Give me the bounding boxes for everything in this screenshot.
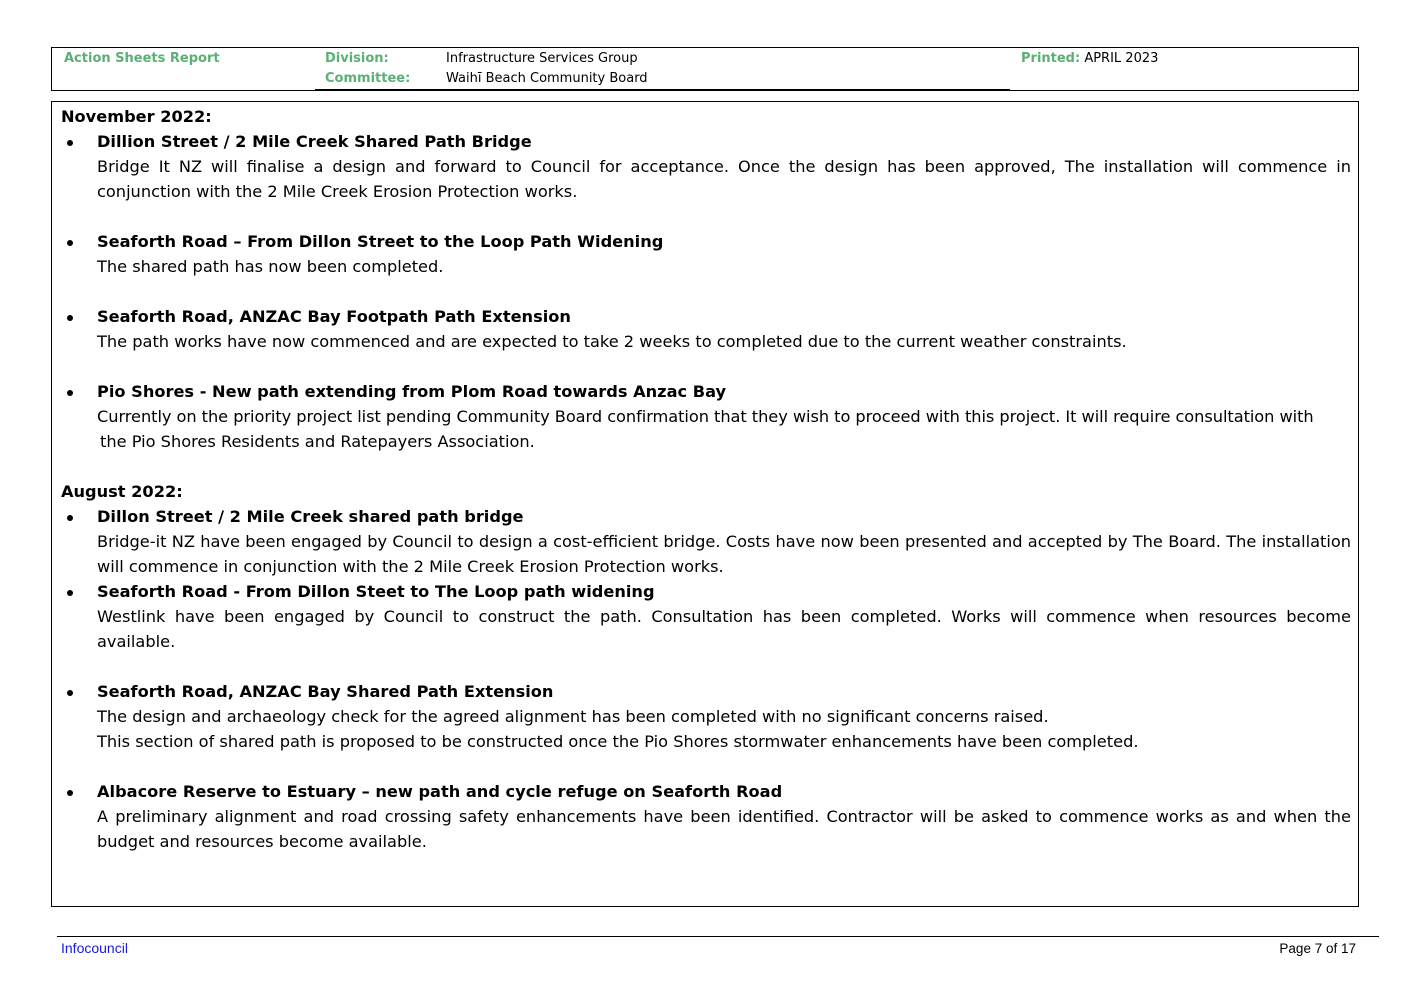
list-item bbox=[61, 579, 1351, 654]
item-text: Currently on the priority project list pending Community Board confirmation that they wish to proceed with this project. It will require consultation with bbox=[97, 407, 1314, 426]
item-text: Bridge It NZ will finalise a design and forward to Council for acceptance. Once the design has been approved, The installation will commence in conjunction with the 2 Mile Creek Erosion Protection works. bbox=[97, 157, 1351, 201]
report-header bbox=[51, 47, 1359, 91]
item-title: Pio Shores - New path extending from Plom Road towards Anzac Bay bbox=[97, 382, 727, 401]
bullet-icon bbox=[67, 315, 73, 321]
printed-label: Printed: bbox=[1021, 51, 1081, 66]
list-item bbox=[61, 504, 1351, 579]
item-title: Seaforth Road – From Dillon Street to the Loop Path Widening bbox=[97, 232, 664, 251]
list-item bbox=[61, 129, 1351, 204]
bullet-icon bbox=[67, 790, 73, 796]
item-title: Dillon Street / 2 Mile Creek shared path bridge bbox=[97, 507, 524, 526]
item-text: Westlink have been engaged by Council to construct the path. Consultation has been completed. Works will commence when resources become available. bbox=[97, 607, 1351, 651]
item-title: Seaforth Road, ANZAC Bay Footpath Path Extension bbox=[97, 307, 571, 326]
item-text: The design and archaeology check for the agreed alignment has been completed with no significant concerns raised. bbox=[97, 707, 1049, 726]
item-text: The path works have now commenced and are expected to take 2 weeks to completed due to the current weather constraints. bbox=[97, 332, 1127, 351]
list-item bbox=[61, 379, 1351, 454]
content-body bbox=[61, 104, 1351, 854]
bullet-icon bbox=[67, 690, 73, 696]
item-title: Seaforth Road, ANZAC Bay Shared Path Extension bbox=[97, 682, 554, 701]
item-text: This section of shared path is proposed to be constructed once the Pio Shores stormwater enhancements have been completed. bbox=[97, 732, 1139, 751]
item-text: The shared path has now been completed. bbox=[97, 257, 444, 276]
committee-value: Waihī Beach Community Board bbox=[446, 71, 648, 86]
bullet-icon bbox=[67, 515, 73, 521]
division-label: Division: bbox=[325, 51, 389, 66]
bullet-icon bbox=[67, 140, 73, 146]
list-item bbox=[61, 679, 1351, 754]
bullet-icon bbox=[67, 240, 73, 246]
header-divider bbox=[315, 89, 1010, 90]
list-item bbox=[61, 779, 1351, 854]
item-title: Albacore Reserve to Estuary – new path and cycle refuge on Seaforth Road bbox=[97, 782, 783, 801]
section-heading: August 2022: bbox=[61, 482, 183, 501]
bullet-icon bbox=[67, 590, 73, 596]
report-title: Action Sheets Report bbox=[64, 51, 220, 66]
division-value: Infrastructure Services Group bbox=[446, 51, 638, 66]
item-text: Bridge-it NZ have been engaged by Council to design a cost-efficient bridge. Costs have now been presented and accepted by The Board. The installation will commence in conjunction with the 2 Mile Creek Erosion Protection works. bbox=[97, 532, 1351, 576]
footer-divider bbox=[57, 936, 1379, 937]
item-text: the Pio Shores Residents and Ratepayers Association. bbox=[100, 432, 535, 451]
action-sheet-content bbox=[51, 101, 1359, 907]
list-item bbox=[61, 304, 1351, 354]
item-title: Dillion Street / 2 Mile Creek Shared Path Bridge bbox=[97, 132, 532, 151]
item-title: Seaforth Road - From Dillon Steet to The Loop path widening bbox=[97, 582, 655, 601]
list-item bbox=[61, 229, 1351, 279]
committee-label: Committee: bbox=[325, 71, 411, 86]
page-number: Page 7 of 17 bbox=[1279, 941, 1356, 956]
bullet-icon bbox=[67, 390, 73, 396]
printed-value: APRIL 2023 bbox=[1084, 51, 1159, 66]
infocouncil-brand: Infocouncil bbox=[61, 940, 128, 956]
section-heading: November 2022: bbox=[61, 107, 212, 126]
item-text: A preliminary alignment and road crossing safety enhancements have been identified. Contractor will be asked to commence works as and when the budget and resources become available. bbox=[97, 807, 1351, 851]
printed-field bbox=[1021, 49, 1158, 69]
